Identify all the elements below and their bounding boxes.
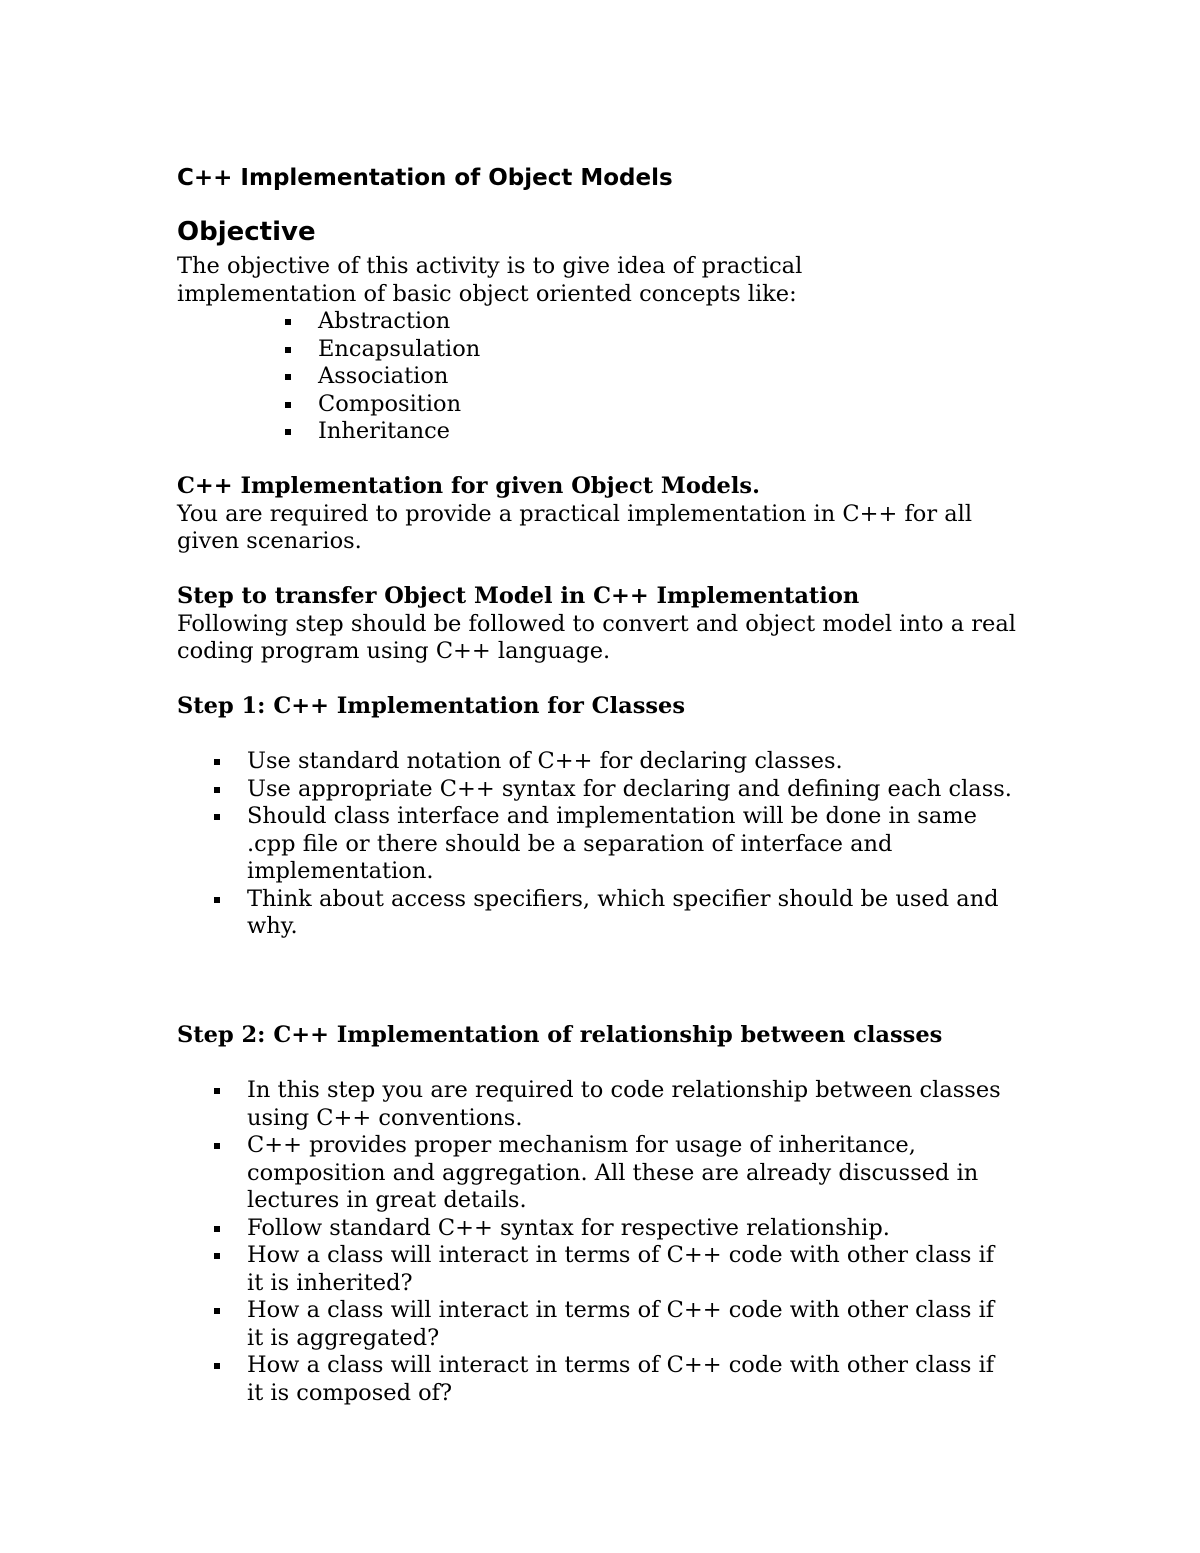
objective-section (177, 253, 1037, 446)
list-item: In this step you are required to code relationship between classes using C++ conventions. (177, 1077, 1037, 1132)
list-item: C++ provides proper mechanism for usage of inheritance, composition and aggregation. All these are already discussed in lectures in great details. (177, 1132, 1037, 1215)
transfer-text: Following step should be followed to convert and object model into a real coding program using C++ language. (177, 610, 1016, 664)
step1-list-wrap (177, 748, 1037, 941)
bullet-icon (214, 1308, 220, 1314)
transfer-heading: Step to transfer Object Model in C++ Implementation (177, 583, 860, 609)
given-models-text: You are required to provide a practical implementation in C++ for all given scenarios. (177, 500, 973, 554)
list-item: Should class interface and implementation will be done in same .cpp file or there should be a separation of interface and implementation. (177, 803, 1037, 886)
given-models-heading: C++ Implementation for given Object Models. (177, 473, 760, 499)
list-item: Composition (177, 391, 1037, 419)
bullet-icon (214, 787, 220, 793)
list-item: Use appropriate C++ syntax for declaring and defining each class. (177, 776, 1037, 804)
step1-section (177, 693, 1037, 721)
bullet-icon (214, 1226, 220, 1232)
document-title: C++ Implementation of Object Models (177, 165, 673, 191)
step1-list (177, 748, 1037, 941)
bullet-icon (214, 1088, 220, 1094)
list-item: How a class will interact in terms of C++ code with other class if it is aggregated? (177, 1297, 1037, 1352)
step2-heading: Step 2: C++ Implementation of relationship between classes (177, 1022, 943, 1048)
transfer-section (177, 583, 1037, 666)
list-item: How a class will interact in terms of C++ code with other class if it is inherited? (177, 1242, 1037, 1297)
list-item: Abstraction (177, 308, 1037, 336)
bullet-icon (214, 1143, 220, 1149)
bullet-icon (214, 897, 220, 903)
bullet-icon (285, 374, 291, 380)
list-item: Association (177, 363, 1037, 391)
step2-section (177, 1022, 1037, 1050)
bullet-icon (214, 1253, 220, 1259)
concepts-list (177, 308, 1037, 446)
bullet-icon (285, 402, 291, 408)
bullet-icon (285, 347, 291, 353)
list-item: How a class will interact in terms of C++ code with other class if it is composed of? (177, 1352, 1037, 1407)
objective-line-1: The objective of this activity is to give idea of practical (177, 253, 803, 279)
bullet-icon (214, 759, 220, 765)
step2-list-wrap (177, 1077, 1037, 1407)
bullet-icon (214, 1363, 220, 1369)
list-item: Inheritance (177, 418, 1037, 446)
objective-heading: Objective (177, 217, 316, 247)
given-models-section (177, 473, 1037, 556)
bullet-icon (214, 814, 220, 820)
step1-heading: Step 1: C++ Implementation for Classes (177, 693, 686, 719)
objective-line-2: implementation of basic object oriented concepts like: (177, 280, 797, 307)
bullet-icon (285, 319, 291, 325)
step2-list (177, 1077, 1037, 1407)
list-item: Use standard notation of C++ for declaring classes. (177, 748, 1037, 776)
list-item: Think about access specifiers, which specifier should be used and why. (177, 886, 1037, 941)
bullet-icon (285, 429, 291, 435)
list-item: Follow standard C++ syntax for respective relationship. (177, 1215, 1037, 1243)
list-item: Encapsulation (177, 336, 1037, 364)
